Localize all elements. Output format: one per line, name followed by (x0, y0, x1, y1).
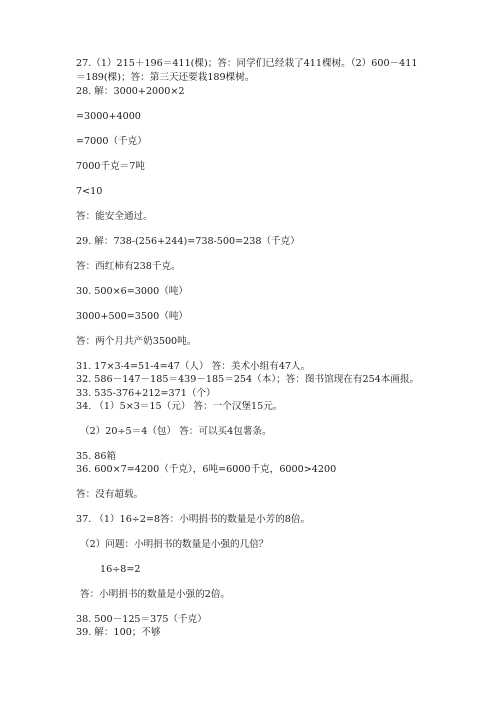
answer-38: 38. 500－125＝375（千克） (76, 614, 207, 625)
answer-28-step-4: 7<10 (76, 186, 103, 197)
answer-27-line-2: ＝189(棵)；答：第三天还要栽189棵树。 (76, 72, 255, 83)
answer-39: 39. 解：100；不够 (76, 627, 161, 638)
answer-34-part-1: 34. （1）5×3＝15（元） 答：一个汉堡15元。 (76, 401, 283, 412)
answer-28-step-1: =3000+4000 (76, 111, 141, 122)
answer-28-step-2: =7000（千克） (76, 136, 147, 147)
answer-31: 31. 17×3-4=51-4=47（人） 答：美术小组有47人。 (76, 361, 311, 372)
answer-37-part-2-step: 16÷8=2 (100, 564, 141, 575)
answer-28-step-3: 7000千克＝7吨 (76, 161, 145, 172)
answer-27-line-1: 27.（1）215＋196＝411(棵)；答：同学们已经栽了411棵树。（2）600－411 (76, 58, 418, 69)
answer-30-heading: 30. 500×6=3000（吨） (76, 286, 188, 297)
answer-29-heading: 29. 解：738-(256+244)=738-500=238（千克） (76, 236, 300, 247)
answer-37-part-1: 37. （1）16÷2=8答：小明捐书的数量是小芳的8倍。 (76, 514, 311, 525)
answer-33: 33. 535-376+212=371（个） (76, 388, 216, 399)
answer-37-part-2-conclusion: 答：小明捐书的数量是小强的2倍。 (80, 589, 231, 600)
answer-30-conclusion: 答：两个月共产奶3500吨。 (76, 336, 197, 347)
answer-30-step: 3000+500=3500（吨） (76, 311, 189, 322)
answer-36-conclusion: 答：没有超载。 (76, 489, 144, 500)
answer-28-conclusion: 答：能安全通过。 (76, 211, 153, 222)
answer-35: 35. 86箱 (76, 451, 117, 462)
answer-37-part-2-question: （2）问题：小明捐书的数量是小强的几倍？ (80, 539, 269, 550)
answer-29-conclusion: 答：西红柿有238千克。 (76, 261, 181, 272)
answer-28-heading: 28. 解：3000+2000×2 (76, 86, 185, 97)
answer-34-part-2: （2）20÷5＝4（包） 答：可以买4包薯条。 (80, 426, 272, 437)
answer-32: 32. 586－147－185＝439－185＝254（本）；答：图书馆现在有254本画报。 (76, 374, 420, 385)
answer-36: 36. 600×7=4200（千克），6吨=6000千克，6000>4200 (76, 464, 337, 475)
